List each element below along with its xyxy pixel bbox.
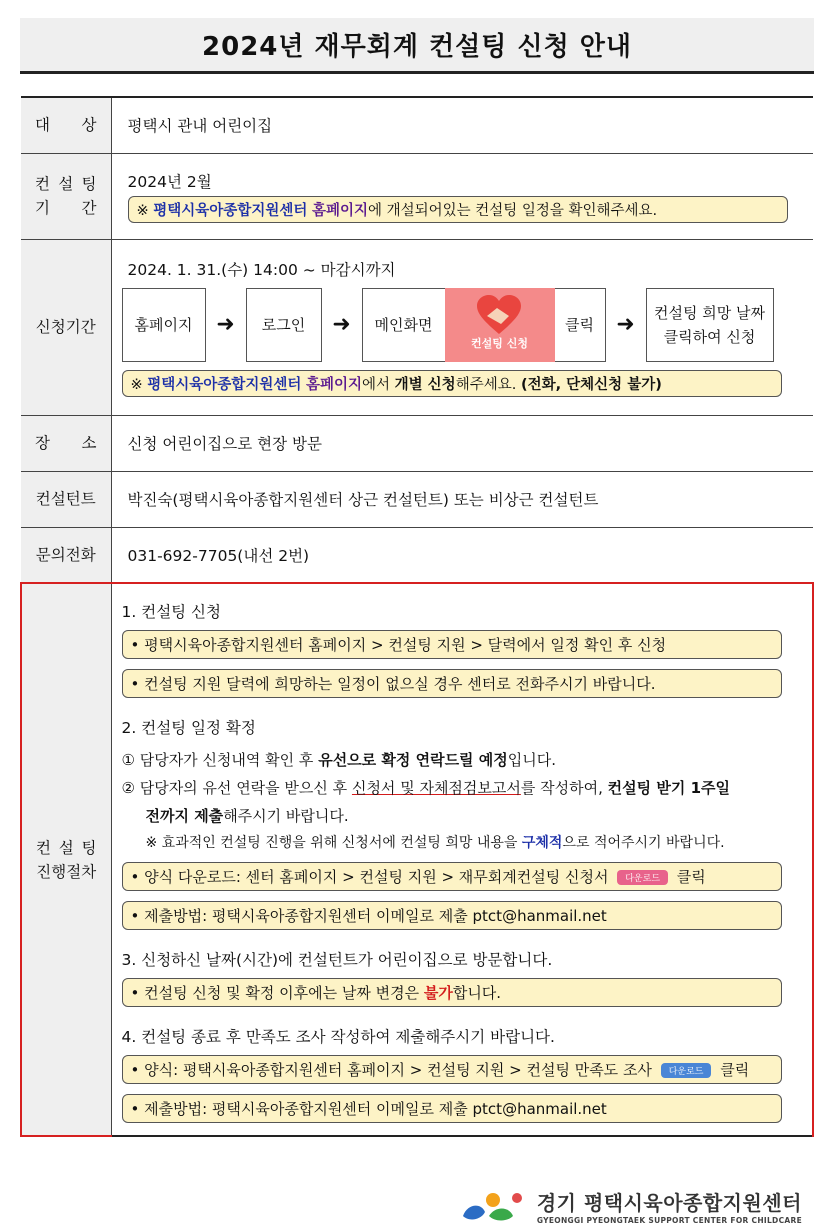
row-consultant [21, 471, 813, 527]
step2-line-3: 전까지 제출해주시기 바랍니다. [145, 807, 349, 825]
step3-heading: 3. 신청하신 날짜(시간)에 컨설턴트가 어린이집으로 방문합니다. [121, 951, 553, 969]
apply-date: 2024. 1. 31.(수) 14:00 ~ 마감시까지 [127, 260, 396, 279]
arrow-icon: ➜ [332, 312, 351, 337]
value-target: 평택시 관내 어린이집 [111, 97, 813, 153]
arrow-icon: ➜ [616, 312, 635, 337]
title-text: 2024년 재무회계 컨설팅 신청 안내 [202, 32, 632, 62]
value-phone: 031-692-7705(내선 2번) [111, 527, 813, 583]
step2-small-note: ※ 효과적인 컨설팅 진행을 위해 신청서에 컨설팅 희망 내용을 구체적으로 적어주시기 바랍니다. [145, 835, 725, 851]
step1-pill-2: • 컨설팅 지원 달력에 희망하는 일정이 없으실 경우 센터로 전화주시기 바랍니다. [122, 669, 782, 698]
footer-org-en: GYEONGGI PYEONGTAEK SUPPORT CENTER FOR CHILDCARE [536, 1216, 802, 1225]
flow-step-homepage: 홈페이지 [122, 288, 206, 362]
step3-pill: • 컨설팅 신청 및 확정 이후에는 날짜 변경은 불가합니다. [122, 978, 782, 1007]
apply-flow [122, 288, 798, 362]
apply-note: ※ 평택시육아종합지원센터 홈페이지에서 개별 신청해주세요. (전화, 단체신청 불가) [122, 370, 782, 397]
value-consultant: 박진숙(평택시육아종합지원센터 상근 컨설턴트) 또는 비상근 컨설턴트 [111, 471, 813, 527]
consulting-apply-banner: 컨설팅 신청 [445, 288, 555, 362]
footer-logo [459, 1186, 802, 1226]
label-period: 컨 설 팅 기 간 [21, 153, 111, 239]
label-apply: 신청기간 [21, 239, 111, 415]
step2-heading: 2. 컨설팅 일정 확정 [121, 719, 256, 737]
row-apply [21, 239, 813, 415]
flow-step-login: 로그인 [246, 288, 322, 362]
step4-pill-1: • 양식: 평택시육아종합지원센터 홈페이지 > 컨설팅 지원 > 컨설팅 만족도 조사 다운로드 클릭 [122, 1055, 782, 1084]
step1-pill-1: • 평택시육아종합지원센터 홈페이지 > 컨설팅 지원 > 달력에서 일정 확인 후 신청 [122, 630, 782, 659]
label-consultant: 컨설턴트 [21, 471, 111, 527]
flow-step-main: 메인화면 컨설팅 신청 클릭 [362, 288, 606, 362]
page-title [20, 18, 814, 74]
label-procedure: 컨 설 팅 진행절차 [21, 583, 111, 1136]
label-target: 대 상 [21, 97, 111, 153]
info-table [20, 96, 814, 1137]
heart-hands-icon [475, 294, 523, 336]
download-badge[interactable]: 다운로드 [661, 1063, 712, 1078]
row-phone [21, 527, 813, 583]
download-badge[interactable]: 다운로드 [617, 870, 668, 885]
footer-org-ko: 경기 평택시육아종합지원센터 [536, 1191, 802, 1215]
value-apply [111, 239, 813, 415]
procedure-content [111, 583, 813, 1136]
period-note: ※ 평택시육아종합지원센터 홈페이지에 개설되어있는 컨설팅 일정을 확인해주세요. [128, 196, 788, 223]
arrow-icon: ➜ [216, 312, 235, 337]
step2-pill-2: • 제출방법: 평택시육아종합지원센터 이메일로 제출 ptct@hanmail.net [122, 901, 782, 930]
label-phone: 문의전화 [21, 527, 111, 583]
row-place [21, 415, 813, 471]
step2-line-2: ② 담당자의 유선 연락을 받으신 후 신청서 및 자체점검보고서를 작성하여, 컨설팅 받기 1주일 [121, 779, 730, 797]
step1-heading: 1. 컨설팅 신청 [121, 603, 222, 621]
step2-pill-1: • 양식 다운로드: 센터 홈페이지 > 컨설팅 지원 > 재무회계컨설팅 신청서 다운로드 클릭 [122, 862, 782, 891]
value-period [111, 153, 813, 239]
label-place: 장 소 [21, 415, 111, 471]
step4-pill-2: • 제출방법: 평택시육아종합지원센터 이메일로 제출 ptct@hanmail.net [122, 1094, 782, 1123]
row-procedure [21, 583, 813, 1136]
center-logo-icon [459, 1186, 529, 1226]
period-month: 2024년 2월 [127, 172, 212, 191]
row-period [21, 153, 813, 239]
flow-step-date: 컨설팅 희망 날짜 클릭하여 신청 [646, 288, 774, 362]
step2-line-1: ① 담당자가 신청내역 확인 후 유선으로 확정 연락드릴 예정입니다. [121, 751, 557, 769]
row-target [21, 97, 813, 153]
value-place: 신청 어린이집으로 현장 방문 [111, 415, 813, 471]
step4-heading: 4. 컨설팅 종료 후 만족도 조사 작성하여 제출해주시기 바랍니다. [121, 1028, 555, 1046]
